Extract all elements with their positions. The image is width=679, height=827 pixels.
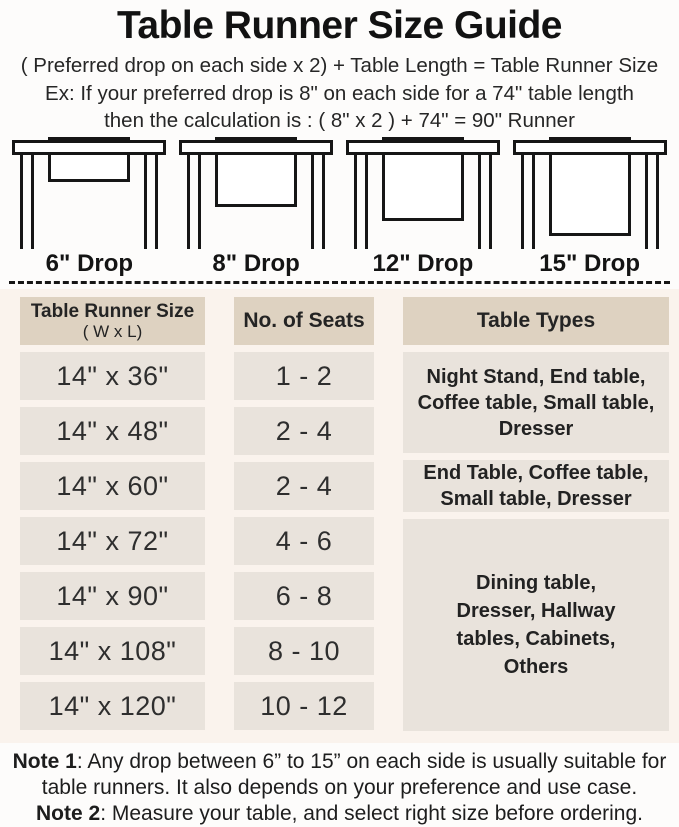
seats-cell: 8 - 10: [234, 627, 374, 675]
column-table-types: [403, 297, 669, 731]
runner-size-cell: 14" x 120": [20, 682, 205, 730]
note-1: [4, 749, 675, 801]
table-illustration: [512, 137, 668, 249]
note-1-text: : Any drop between 6” to 15” on each side is usually suitable for table runners. It also depends on your preference and use case.: [41, 750, 667, 799]
tabletop-shape: [346, 140, 500, 155]
runner-size-cell: 14" x 36": [20, 352, 205, 400]
runner-size-cell: 14" x 108": [20, 627, 205, 675]
table-types-group-cell: End Table, Coffee table, Small table, Dresser: [403, 460, 669, 512]
table-leg-right: [144, 152, 158, 249]
tabletop-shape: [513, 140, 667, 155]
drop-diagram-12: [340, 137, 507, 278]
drop-diagram-8: [173, 137, 340, 278]
column-seats: [234, 297, 374, 731]
table-types-group-cell: Night Stand, End table, Coffee table, Small table, Dresser: [403, 352, 669, 453]
note-2-text: : Measure your table, and select right size before ordering.: [100, 802, 643, 825]
table-leg-left: [187, 152, 201, 249]
header-runner-size-title: Table Runner Size: [30, 301, 195, 322]
seats-cell: 2 - 4: [234, 462, 374, 510]
drop-diagram-6: [6, 137, 173, 278]
example-line-2: then the calculation is : ( 8" x 2 ) + 74" = 90" Runner: [104, 109, 575, 132]
runner-size-cell: 14" x 72": [20, 517, 205, 565]
table-leg-left: [20, 152, 34, 249]
seats-cell: 4 - 6: [234, 517, 374, 565]
note-1-label: Note 1: [12, 750, 77, 773]
drop-label: 6" Drop: [45, 250, 134, 277]
table-leg-right: [478, 152, 492, 249]
note-2-label: Note 2: [36, 802, 101, 825]
page-title: Table Runner Size Guide: [116, 4, 563, 47]
table-leg-right: [311, 152, 325, 249]
column-runner-size: [20, 297, 205, 731]
table-types-group-cell: Dining table, Dresser, Hallway tables, Cabinets, Others: [403, 519, 669, 731]
tabletop-shape: [12, 140, 166, 155]
table-illustration: [178, 137, 334, 249]
dashed-divider: [9, 281, 670, 284]
header-runner-size-sub: ( W x L): [82, 322, 143, 341]
example-line-1: Ex: If your preferred drop is 8" on each side for a 74" table length: [45, 82, 634, 105]
table-leg-left: [521, 152, 535, 249]
header-table-types: Table Types: [403, 297, 669, 345]
size-guide-table: [0, 289, 679, 743]
drop-label: 12" Drop: [372, 250, 474, 277]
table-leg-left: [354, 152, 368, 249]
table-illustration: [345, 137, 501, 249]
header-seats: No. of Seats: [234, 297, 374, 345]
runner-size-cell: 14" x 60": [20, 462, 205, 510]
runner-size-cell: 14" x 90": [20, 572, 205, 620]
drop-diagram-15: [506, 137, 673, 278]
formula-text: ( Preferred drop on each side x 2) + Table Length = Table Runner Size: [20, 54, 659, 77]
seats-cell: 10 - 12: [234, 682, 374, 730]
drop-label: 15" Drop: [539, 250, 640, 277]
note-2: [4, 801, 675, 827]
seats-cell: 6 - 8: [234, 572, 374, 620]
table-leg-right: [645, 152, 659, 249]
drop-diagrams: [0, 134, 679, 278]
runner-size-cell: 14" x 48": [20, 407, 205, 455]
header-runner-size: [20, 297, 205, 345]
notes-section: [0, 743, 679, 827]
drop-label: 8" Drop: [212, 250, 300, 277]
table-illustration: [11, 137, 167, 249]
tabletop-shape: [179, 140, 333, 155]
seats-cell: 1 - 2: [234, 352, 374, 400]
seats-cell: 2 - 4: [234, 407, 374, 455]
